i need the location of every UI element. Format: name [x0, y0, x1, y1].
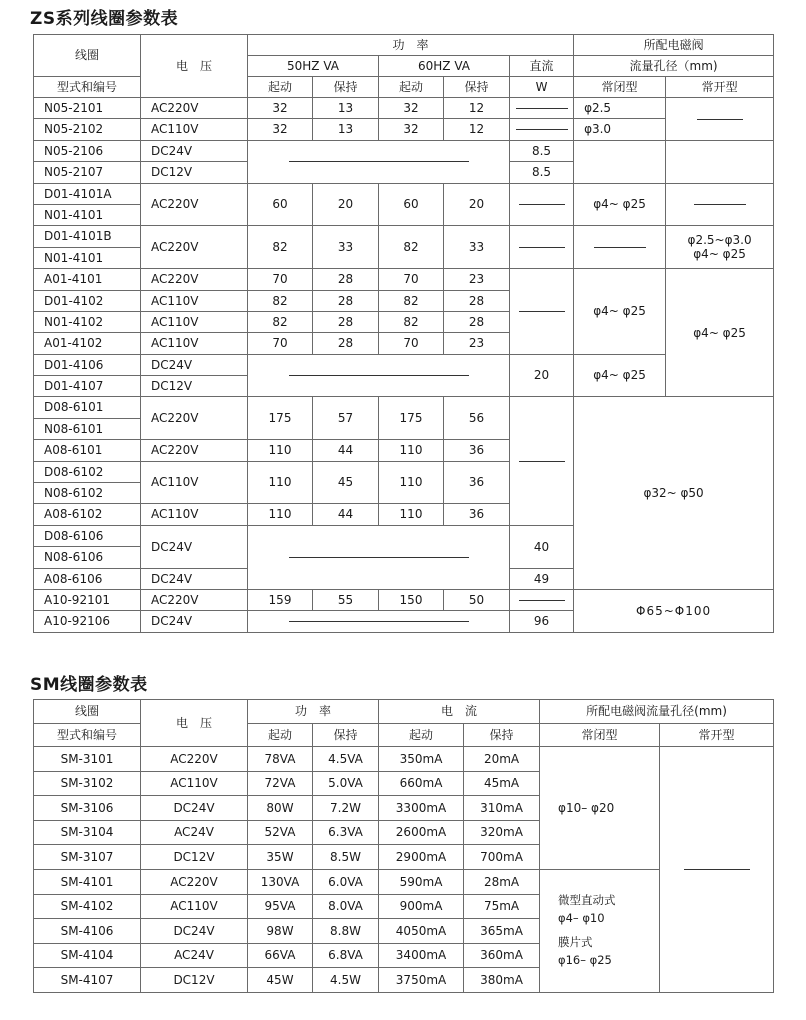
header-valve-orifice: 流量孔径（mm): [574, 56, 774, 77]
power-cell: 70: [379, 333, 444, 354]
no-cell: [666, 183, 774, 226]
model-cell: N08-6101: [34, 418, 141, 439]
current-hold-cell: 310mA: [464, 796, 540, 821]
power-cell: 60: [248, 183, 313, 226]
power-cell: 28: [444, 311, 510, 332]
nc-cell: φ10– φ20: [540, 747, 660, 870]
voltage-cell: AC220V: [141, 397, 248, 440]
dash-line: [289, 375, 469, 376]
dash-line: [519, 600, 565, 601]
voltage-cell: AC220V: [141, 747, 248, 772]
power-cell: 28: [444, 290, 510, 311]
table-row: [34, 589, 774, 610]
nc-type-diaphragm: 膜片式: [558, 934, 593, 949]
header-start-60: 起动: [379, 77, 444, 98]
power-cell: 33: [313, 226, 379, 269]
dash-line: [594, 247, 646, 248]
power-cell: 36: [444, 440, 510, 461]
dc-cell: 40: [510, 525, 574, 568]
power-cell: 150: [379, 589, 444, 610]
header-60hz: 60HZ VA: [379, 56, 510, 77]
power-cell: 20: [444, 183, 510, 226]
dc-cell: [510, 119, 574, 140]
nc-cell: φ4~ φ25: [574, 354, 666, 397]
no-cell: [666, 226, 774, 269]
power-cell: 44: [313, 440, 379, 461]
current-start-cell: 4050mA: [379, 919, 464, 944]
dash-line: [289, 161, 469, 162]
power-hold-cell: 5.0VA: [313, 771, 379, 796]
power-cell: 36: [444, 504, 510, 525]
model-cell: A01-4101: [34, 269, 141, 290]
model-cell: A08-6101: [34, 440, 141, 461]
no-range-2: φ4~ φ25: [693, 247, 746, 262]
voltage-cell: AC220V: [141, 226, 248, 269]
current-hold-cell: 75mA: [464, 894, 540, 919]
model-cell: D01-4106: [34, 354, 141, 375]
current-start-cell: 3400mA: [379, 943, 464, 968]
power-hold-cell: 4.5W: [313, 968, 379, 993]
header-normally-open: 常开型: [666, 77, 774, 98]
power-cell: 50: [444, 589, 510, 610]
voltage-cell: AC110V: [141, 771, 248, 796]
header-normally-open: 常开型: [660, 723, 774, 747]
power-hold-cell: 8.0VA: [313, 894, 379, 919]
table-row: [34, 226, 774, 247]
power-cell: 82: [379, 311, 444, 332]
header-dc: 直流: [510, 56, 574, 77]
model-cell: N08-6106: [34, 547, 141, 568]
current-hold-cell: 365mA: [464, 919, 540, 944]
model-cell: D01-4101A: [34, 183, 141, 204]
power-cell: 55: [313, 589, 379, 610]
current-hold-cell: 20mA: [464, 747, 540, 772]
header-voltage: 电 压: [141, 700, 248, 747]
model-cell: SM-4107: [34, 968, 141, 993]
model-cell: D01-4101B: [34, 226, 141, 247]
power-cell: 82: [379, 290, 444, 311]
dc-cell: [510, 397, 574, 525]
power-cell: 28: [313, 333, 379, 354]
power-cell: 32: [248, 98, 313, 119]
dash-line: [697, 119, 743, 120]
voltage-cell: DC12V: [141, 845, 248, 870]
nc-cell: φ2.5: [574, 98, 666, 119]
power-start-cell: 45W: [248, 968, 313, 993]
power-cell: 70: [248, 269, 313, 290]
power-start-cell: 78VA: [248, 747, 313, 772]
power-cell: 13: [313, 98, 379, 119]
power-start-cell: 130VA: [248, 869, 313, 894]
power-cell: 20: [313, 183, 379, 226]
power-hold-cell: 4.5VA: [313, 747, 379, 772]
dc-cell: 96: [510, 611, 574, 632]
voltage-cell: DC24V: [141, 140, 248, 161]
power-cell: 82: [248, 311, 313, 332]
table-row: [34, 119, 774, 140]
dc-cell: [510, 98, 574, 119]
model-cell: N01-4101: [34, 247, 141, 268]
power-cell: 12: [444, 119, 510, 140]
no-cell: [660, 747, 774, 993]
dash-line: [519, 461, 565, 462]
current-start-cell: 900mA: [379, 894, 464, 919]
table-row: [34, 354, 774, 375]
voltage-cell: AC110V: [141, 504, 248, 525]
power-cell: 28: [313, 311, 379, 332]
model-cell: SM-3102: [34, 771, 141, 796]
power-start-cell: 72VA: [248, 771, 313, 796]
model-cell: SM-4106: [34, 919, 141, 944]
power-hold-cell: 8.8W: [313, 919, 379, 944]
voltage-cell: AC110V: [141, 461, 248, 504]
power-cell: 110: [379, 504, 444, 525]
model-cell: N05-2102: [34, 119, 141, 140]
power-cell: 159: [248, 589, 313, 610]
power-cell: 70: [248, 333, 313, 354]
power-cell: 110: [379, 461, 444, 504]
current-hold-cell: 360mA: [464, 943, 540, 968]
valve-range-cell: Φ65~Φ100: [574, 589, 774, 632]
dc-cell: [510, 589, 574, 610]
nc-cell: φ3.0: [574, 119, 666, 140]
model-cell: A01-4102: [34, 333, 141, 354]
power-none-cell: [248, 140, 510, 183]
no-cell: φ4~ φ25: [666, 269, 774, 397]
dash-line: [519, 247, 565, 248]
voltage-cell: AC220V: [141, 589, 248, 610]
voltage-cell: DC24V: [141, 796, 248, 821]
nc-cell: [540, 869, 660, 992]
no-range-1: φ2.5~φ3.0: [687, 232, 752, 247]
nc-type-direct: 微型直动式: [558, 893, 616, 908]
model-cell: A08-6106: [34, 568, 141, 589]
dash-line: [684, 869, 750, 870]
model-cell: D08-6106: [34, 525, 141, 546]
nc-range-direct: φ4– φ10: [558, 911, 605, 926]
power-start-cell: 66VA: [248, 943, 313, 968]
no-cell: [666, 98, 774, 141]
header-valve: 所配电磁阀: [574, 35, 774, 56]
current-hold-cell: 380mA: [464, 968, 540, 993]
voltage-cell: DC12V: [141, 968, 248, 993]
table-row: [34, 140, 774, 161]
header-normally-closed: 常闭型: [574, 77, 666, 98]
voltage-cell: DC24V: [141, 611, 248, 632]
current-hold-cell: 45mA: [464, 771, 540, 796]
voltage-cell: AC110V: [141, 894, 248, 919]
voltage-cell: AC220V: [141, 440, 248, 461]
power-hold-cell: 6.8VA: [313, 943, 379, 968]
power-cell: 70: [379, 269, 444, 290]
power-cell: 57: [313, 397, 379, 440]
header-50hz: 50HZ VA: [248, 56, 379, 77]
nc-cell: φ4~ φ25: [574, 269, 666, 355]
current-start-cell: 3750mA: [379, 968, 464, 993]
power-cell: 175: [379, 397, 444, 440]
dash-line: [519, 311, 565, 312]
power-cell: 23: [444, 333, 510, 354]
header-power: 功 率: [248, 700, 379, 724]
valve-range-cell: φ32~ φ50: [574, 397, 774, 590]
model-cell: SM-4102: [34, 894, 141, 919]
header-model: 线圈: [34, 35, 141, 77]
power-cell: 32: [379, 119, 444, 140]
voltage-cell: AC110V: [141, 119, 248, 140]
power-cell: 82: [248, 290, 313, 311]
voltage-cell: AC110V: [141, 290, 248, 311]
voltage-cell: DC12V: [141, 376, 248, 397]
dash-line: [516, 129, 568, 130]
current-start-cell: 350mA: [379, 747, 464, 772]
current-hold-cell: 320mA: [464, 820, 540, 845]
model-cell: SM-3107: [34, 845, 141, 870]
voltage-cell: AC110V: [141, 311, 248, 332]
dash-line: [694, 204, 746, 205]
model-cell: SM-4104: [34, 943, 141, 968]
model-cell: N08-6102: [34, 483, 141, 504]
table-row: [34, 397, 774, 418]
header-current-start: 起动: [379, 723, 464, 747]
power-cell: 28: [313, 269, 379, 290]
model-cell: D01-4107: [34, 376, 141, 397]
dash-line: [519, 204, 565, 205]
power-start-cell: 80W: [248, 796, 313, 821]
voltage-cell: AC220V: [141, 98, 248, 119]
power-cell: 60: [379, 183, 444, 226]
power-cell: 44: [313, 504, 379, 525]
model-cell: SM-3101: [34, 747, 141, 772]
model-cell: A10-92106: [34, 611, 141, 632]
current-start-cell: 660mA: [379, 771, 464, 796]
nc-empty-cell: [574, 140, 666, 183]
current-hold-cell: 28mA: [464, 869, 540, 894]
nc-cell: φ4~ φ25: [574, 183, 666, 226]
voltage-cell: DC24V: [141, 568, 248, 589]
current-hold-cell: 700mA: [464, 845, 540, 870]
power-cell: 32: [379, 98, 444, 119]
model-cell: N05-2106: [34, 140, 141, 161]
header-power-start: 起动: [248, 723, 313, 747]
voltage-cell: AC110V: [141, 333, 248, 354]
power-hold-cell: 8.5W: [313, 845, 379, 870]
header-current: 电 流: [379, 700, 540, 724]
model-cell: SM-4101: [34, 869, 141, 894]
voltage-cell: AC24V: [141, 820, 248, 845]
voltage-cell: AC220V: [141, 269, 248, 290]
dc-cell: 20: [510, 354, 574, 397]
power-hold-cell: 6.0VA: [313, 869, 379, 894]
table-row: [34, 98, 774, 119]
dc-cell: 8.5: [510, 162, 574, 183]
power-cell: 110: [248, 461, 313, 504]
model-cell: N05-2107: [34, 162, 141, 183]
header-start-50: 起动: [248, 77, 313, 98]
sm-coil-parameter-table: [33, 699, 774, 993]
model-cell: SM-3106: [34, 796, 141, 821]
header-voltage: 电 压: [141, 35, 248, 98]
current-start-cell: 590mA: [379, 869, 464, 894]
voltage-cell: DC12V: [141, 162, 248, 183]
header-normally-closed: 常闭型: [540, 723, 660, 747]
header-power-hold: 保持: [313, 723, 379, 747]
header-valve: 所配电磁阀流量孔径(mm): [540, 700, 774, 724]
voltage-cell: AC220V: [141, 869, 248, 894]
header-model: 线圈: [34, 700, 141, 724]
power-start-cell: 98W: [248, 919, 313, 944]
voltage-cell: DC24V: [141, 525, 248, 568]
power-none-cell: [248, 525, 510, 589]
table-row: [34, 747, 774, 772]
power-cell: 36: [444, 461, 510, 504]
header-hold-60: 保持: [444, 77, 510, 98]
model-cell: N05-2101: [34, 98, 141, 119]
voltage-cell: DC24V: [141, 919, 248, 944]
header-dc-w: W: [510, 77, 574, 98]
model-cell: D01-4102: [34, 290, 141, 311]
current-start-cell: 2600mA: [379, 820, 464, 845]
zs-coil-parameter-table: [33, 34, 774, 633]
nc-range-diaphragm: φ16– φ25: [558, 952, 612, 967]
power-cell: 13: [313, 119, 379, 140]
header-model-2: 型式和编号: [34, 723, 141, 747]
header-current-hold: 保持: [464, 723, 540, 747]
power-cell: 32: [248, 119, 313, 140]
dash-line: [289, 557, 469, 558]
nc-cell: [574, 226, 666, 269]
table-row: [34, 183, 774, 204]
model-cell: N01-4101: [34, 204, 141, 225]
power-hold-cell: 6.3VA: [313, 820, 379, 845]
power-cell: 23: [444, 269, 510, 290]
sm-table-title: SM线圈参数表: [30, 675, 148, 695]
power-none-cell: [248, 611, 510, 632]
power-cell: 110: [379, 440, 444, 461]
zs-table-title: ZS系列线圈参数表: [30, 9, 179, 29]
power-cell: 45: [313, 461, 379, 504]
power-cell: 56: [444, 397, 510, 440]
power-start-cell: 35W: [248, 845, 313, 870]
dc-cell: [510, 183, 574, 226]
power-start-cell: 95VA: [248, 894, 313, 919]
power-start-cell: 52VA: [248, 820, 313, 845]
model-cell: D08-6102: [34, 461, 141, 482]
power-cell: 12: [444, 98, 510, 119]
table-row: [34, 269, 774, 290]
model-cell: N01-4102: [34, 311, 141, 332]
model-cell: SM-3104: [34, 820, 141, 845]
power-cell: 82: [248, 226, 313, 269]
power-none-cell: [248, 354, 510, 397]
dc-cell: 49: [510, 568, 574, 589]
header-model-2: 型式和编号: [34, 77, 141, 98]
current-start-cell: 2900mA: [379, 845, 464, 870]
power-cell: 33: [444, 226, 510, 269]
dc-cell: [510, 269, 574, 355]
power-hold-cell: 7.2W: [313, 796, 379, 821]
dash-line: [516, 108, 568, 109]
current-start-cell: 3300mA: [379, 796, 464, 821]
header-power: 功 率: [248, 35, 574, 56]
dc-cell: [510, 226, 574, 269]
power-cell: 82: [379, 226, 444, 269]
power-cell: 28: [313, 290, 379, 311]
voltage-cell: DC24V: [141, 354, 248, 375]
no-empty-cell: [666, 140, 774, 183]
power-cell: 110: [248, 440, 313, 461]
power-cell: 110: [248, 504, 313, 525]
voltage-cell: AC220V: [141, 183, 248, 226]
dash-line: [289, 621, 469, 622]
dc-cell: 8.5: [510, 140, 574, 161]
model-cell: A08-6102: [34, 504, 141, 525]
voltage-cell: AC24V: [141, 943, 248, 968]
power-cell: 175: [248, 397, 313, 440]
model-cell: D08-6101: [34, 397, 141, 418]
header-hold-50: 保持: [313, 77, 379, 98]
model-cell: A10-92101: [34, 589, 141, 610]
